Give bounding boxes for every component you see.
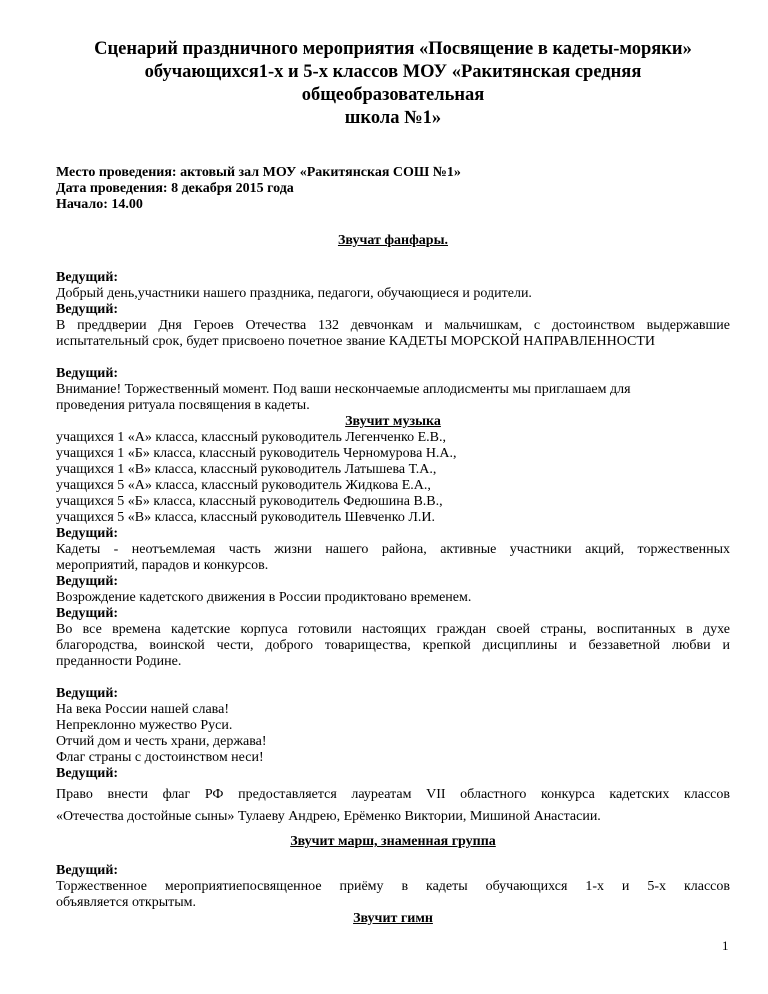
- host-label: Ведущий:: [56, 863, 119, 878]
- page-number: 1: [722, 938, 729, 953]
- class-line: учащихся 1 «А» класса, классный руководитель Легенченко Е.В.,: [56, 430, 446, 445]
- poem-line: Непреклонно мужество Руси.: [56, 718, 233, 733]
- host-line: благородства, воинской чести, доброго товарищества, крепкой дисциплины и беззаветной любви и: [56, 638, 730, 653]
- host-line: объявляется открытым.: [56, 895, 196, 910]
- host-line: мероприятий, парадов и конкурсов.: [56, 558, 269, 573]
- host-label: Ведущий:: [56, 606, 119, 621]
- host-label: Ведущий:: [56, 526, 119, 541]
- host-line: «Отечества достойные сыны» Тулаеву Андрею, Ерёменко Виктории, Мишиной Анастасии.: [56, 809, 601, 824]
- host-label: Ведущий:: [56, 766, 119, 781]
- title-line: школа №1»: [344, 108, 442, 128]
- event-start: Начало: 14.00: [56, 197, 143, 212]
- class-line: учащихся 5 «В» класса, классный руководитель Шевченко Л.И.: [56, 510, 435, 525]
- document-title: [56, 38, 730, 130]
- host-line: Возрождение кадетского движения в России продиктовано временем.: [56, 590, 472, 605]
- stage-cue-anthem: Звучит гимн: [353, 911, 433, 926]
- stage-cue-fanfare: Звучат фанфары.: [337, 233, 449, 248]
- poem-line: Флаг страны с достоинством неси!: [56, 750, 264, 765]
- host-line: В преддверии Дня Героев Отечества 132 девчонкам и мальчишкам, с достоинством выдержавшие: [56, 318, 730, 333]
- document-page: [56, 38, 730, 927]
- class-line: учащихся 5 «Б» класса, классный руководитель Федюшина В.В.,: [56, 494, 443, 509]
- host-line: Внимание! Торжественный момент. Под ваши нескончаемые аплодисменты мы приглашаем для: [56, 382, 631, 397]
- host-line: Кадеты - неотъемлемая часть жизни нашего района, активные участники акций, торжественных: [56, 542, 730, 557]
- poem-line: Отчий дом и честь храни, держава!: [56, 734, 267, 749]
- stage-cue-march: Звучит марш, знаменная группа: [290, 834, 496, 849]
- host-label: Ведущий:: [56, 366, 119, 381]
- host-label: Ведущий:: [56, 574, 119, 589]
- host-label: Ведущий:: [56, 302, 119, 317]
- host-label: Ведущий:: [56, 686, 119, 701]
- host-line: Во все времена кадетские корпуса готовили настоящих граждан своей страны, воспитанных в духе: [56, 622, 730, 637]
- stage-cue-music: Звучит музыка: [345, 414, 441, 429]
- host-line: испытательный срок, будет присвоено почетное звание КАДЕТЫ МОРСКОЙ НАПРАВЛЕННОСТИ: [56, 334, 656, 349]
- event-date: Дата проведения: 8 декабря 2015 года: [56, 181, 294, 196]
- class-line: учащихся 5 «А» класса, классный руководитель Жидкова Е.А.,: [56, 478, 431, 493]
- host-line: преданности Родине.: [56, 654, 182, 669]
- title-line: обучающихся1-х и 5-х классов МОУ «Ракитянская средняя общеобразовательная: [144, 62, 642, 105]
- host-line: Торжественное мероприятиепосвященное приёму в кадеты обучающихся 1-х и 5-х классов: [56, 879, 730, 894]
- title-line: Сценарий праздничного мероприятия «Посвящение в кадеты-моряки»: [94, 39, 692, 59]
- host-line: Право внести флаг РФ предоставляется лауреатам VII областного конкурса кадетских классов: [56, 787, 730, 802]
- event-meta: [56, 165, 730, 213]
- host-line: Добрый день,участники нашего праздника, педагоги, обучающиеся и родители.: [56, 286, 532, 301]
- class-line: учащихся 1 «Б» класса, классный руководитель Черномурова Н.А.,: [56, 446, 457, 461]
- host-line: проведения ритуала посвящения в кадеты.: [56, 398, 310, 413]
- event-place: Место проведения: актовый зал МОУ «Ракитянская СОШ №1»: [56, 165, 461, 180]
- class-line: учащихся 1 «В» класса, классный руководитель Латышева Т.А.,: [56, 462, 437, 477]
- poem-line: На века России нашей слава!: [56, 702, 229, 717]
- host-label: Ведущий:: [56, 270, 119, 285]
